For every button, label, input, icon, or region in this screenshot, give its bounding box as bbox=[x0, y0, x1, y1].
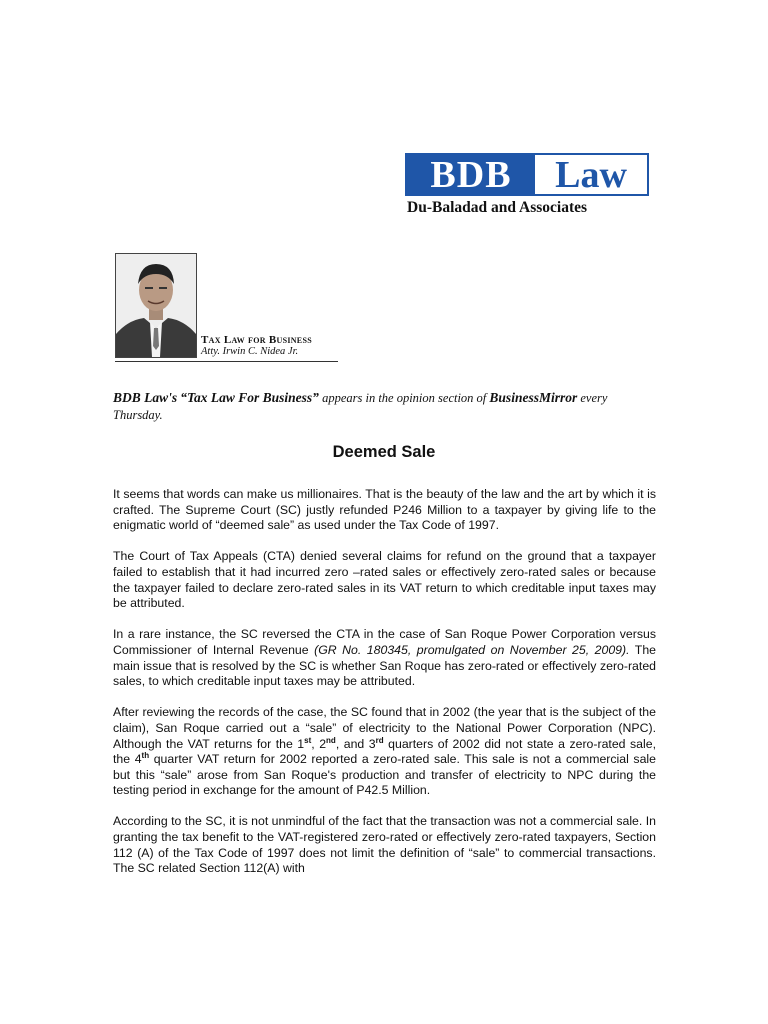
logo-box bbox=[405, 153, 649, 196]
byline-divider bbox=[115, 361, 338, 362]
logo-bdb: BDB bbox=[407, 155, 535, 194]
intro-column: “Tax Law For Business” bbox=[180, 390, 319, 405]
paragraph-3 bbox=[113, 627, 656, 689]
paragraph-5: According to the SC, it is not unmindful of the fact that the transaction was not a commercial sale. In granting the tax benefit to the VAT-registered zero-rated or effectively zero-rated taxpayers, Section 112 (A) of the Tax Code of 1997 does not limit the definition of “sale” to commercial transactions. The SC related Section 112(A) with bbox=[113, 814, 656, 876]
ordinal-sup-4: th bbox=[141, 751, 150, 760]
logo-law: Law bbox=[535, 155, 647, 194]
paragraph-3-text: In a rare instance, the SC reversed the CTA in the case of San Roque Power Corporation versus Commissioner of Internal Revenue bbox=[113, 627, 656, 657]
column-title: Tax Law for Business bbox=[201, 334, 312, 346]
firm-logo bbox=[405, 153, 649, 217]
paragraph-2: The Court of Tax Appeals (CTA) denied several claims for refund on the ground that a taxpayer failed to establish that it had incurred zero –rated sales or effectively zero-rated sales or because the taxpayer failed to declare zero-rated sales in its VAT return to which creditable input taxes may be attributed. bbox=[113, 549, 656, 611]
case-citation: (GR No. 180345, promulgated on November 25, 2009). bbox=[314, 642, 630, 657]
article-body bbox=[113, 487, 656, 892]
author-photo bbox=[115, 253, 197, 358]
intro-paper: BusinessMirror bbox=[489, 390, 578, 405]
ordinal-sup-2: nd bbox=[326, 735, 336, 745]
column-author: Atty. Irwin C. Nidea Jr. bbox=[201, 346, 299, 357]
paragraph-1: It seems that words can make us millionaires. That is the beauty of the law and the art by which it is crafted. The Supreme Court (SC) justly refunded P246 Million to a taxpayer by giving life to the enigmatic world of “deemed sale” as used under the Tax Code of 1997. bbox=[113, 487, 656, 533]
article-title: Deemed Sale bbox=[332, 443, 436, 461]
paragraph-4-text-b: , 2 bbox=[311, 736, 327, 751]
paragraph-4-text-a: After reviewing the records of the case, the SC found that in 2002 (the year that is the subject of the claim), San Roque carried out a “sale” of electricity to the National Power Corporation (NPC). Although the VAT returns for the 1 bbox=[113, 705, 656, 751]
intro-firm: BDB Law's bbox=[113, 390, 178, 405]
paragraph-4 bbox=[113, 705, 656, 799]
firm-name: Du-Baladad and Associates bbox=[407, 199, 588, 216]
paragraph-4-text-d: quarters of 2002 did not state a zero-rated sale, the 4 bbox=[113, 736, 656, 767]
intro-note bbox=[113, 389, 658, 424]
paragraph-3-text-end: The main issue that is resolved by the SC is whether San Roque has zero-rated or effectively zero-rated sales, to which creditable input taxes may be attributed. bbox=[113, 642, 656, 689]
ordinal-sup-3: rd bbox=[375, 735, 384, 745]
paragraph-4-text-c: , and 3 bbox=[335, 736, 376, 751]
paragraph-4-text-e: quarter VAT return for 2002 reported a zero-rated sale. This sale is not a commercial sale but this “sale” arose from San Roque's production and transfer of electricity to NPC during the testing period in exchange for the amount of P42.5 Million. bbox=[113, 752, 656, 798]
portrait-image bbox=[116, 254, 196, 357]
intro-end: every Thursday. bbox=[113, 391, 608, 422]
column-byline bbox=[201, 334, 312, 358]
ordinal-sup-1: st bbox=[304, 735, 312, 745]
intro-middle: appears in the opinion section of bbox=[322, 391, 487, 405]
